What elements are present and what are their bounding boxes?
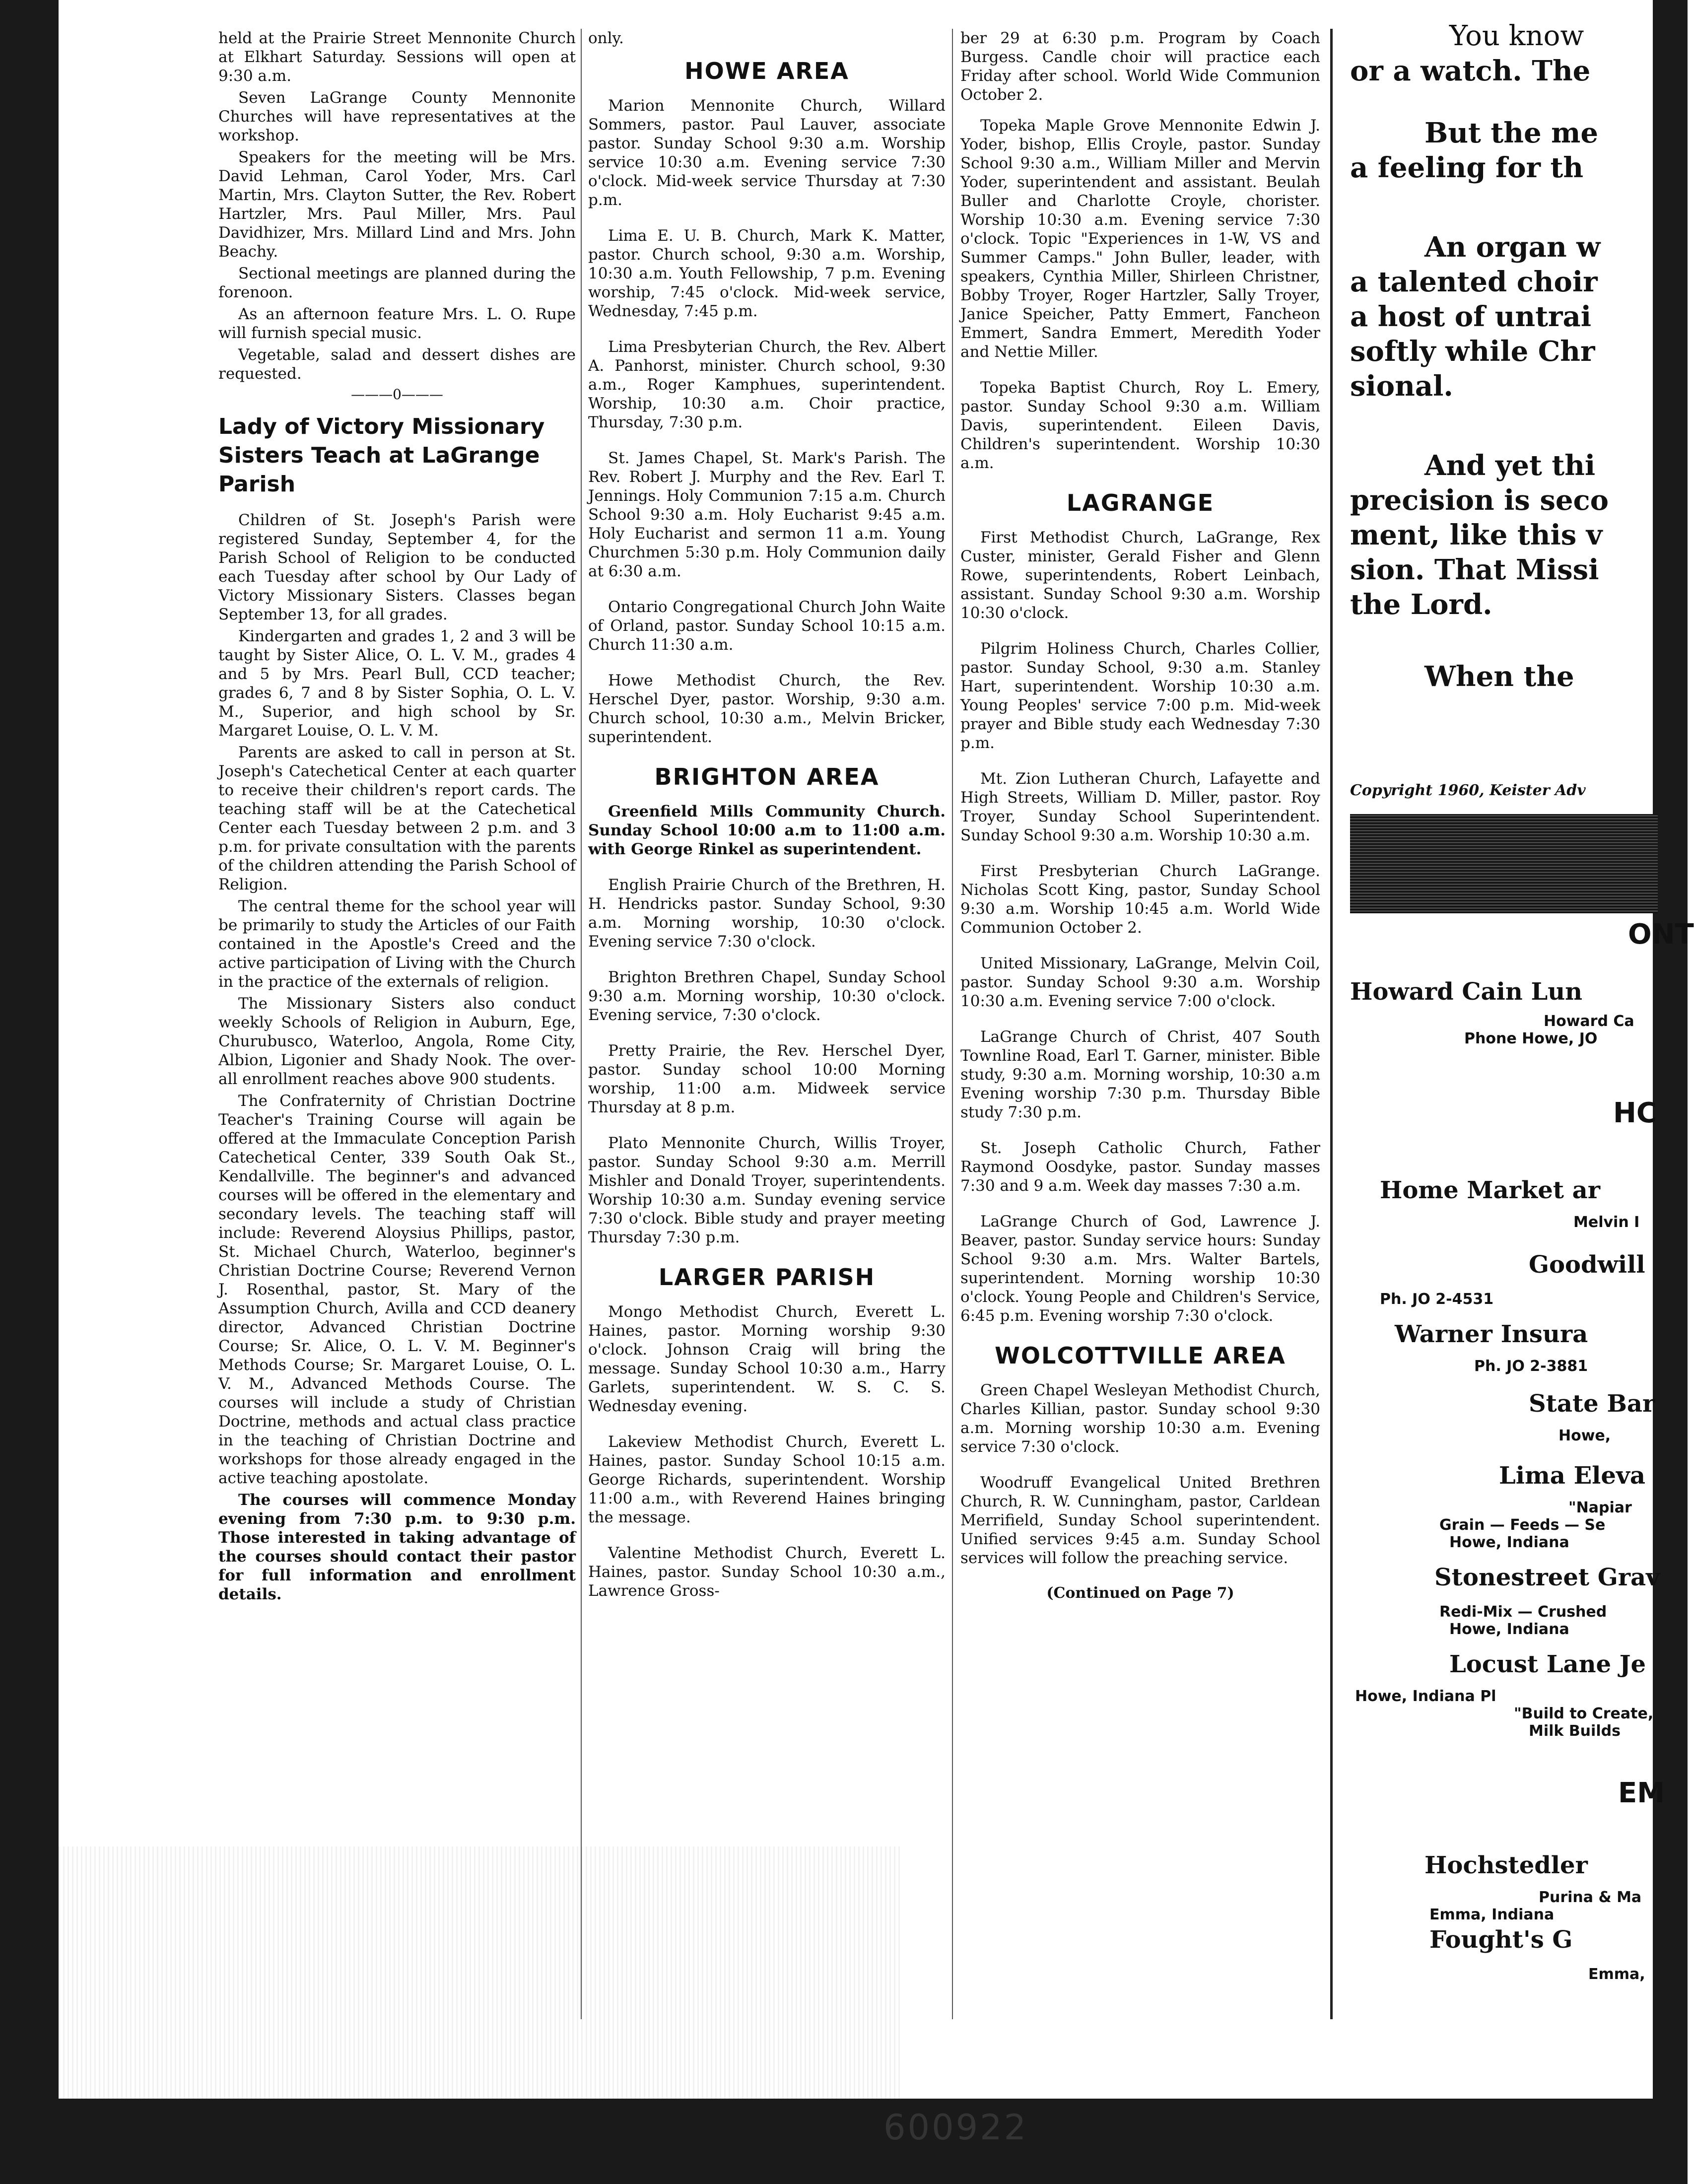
church-listing: Greenfield Mills Community Church. Sunday School 10:00 a.m to 11:00 a.m. with George Rinkel as superintendent. [588, 803, 946, 858]
intro-paragraph: Vegetable, salad and dessert dishes are requested. [218, 346, 576, 383]
article-paragraph: Parents are asked to call in person at St. Joseph's Catechetical Center at each quarter to receive their children's report cards. The teaching staff will be at the Catechetical Center each Tuesday between 2 p.m. and 3 p.m. for private consultation with the parents of the children attending the Parish School of Religion. [218, 744, 576, 893]
ad-text-line: sion. That Missi [1350, 553, 1599, 586]
column-rule-heavy [1330, 29, 1333, 2019]
continued-fragment: ber 29 at 6:30 p.m. Program by Coach Burgess. Candle choir will practice each Friday after school. World Wide Communion October 2. [960, 29, 1320, 104]
church-listing: Brighton Brethren Chapel, Sunday School 9:30 a.m. Morning worship, 10:30 o'clock. Evening service, 7:30 o'clock. [588, 968, 946, 1024]
section-heading: WOLCOTTVILLE AREA [995, 1342, 1286, 1369]
church-listing: Ontario Congregational Church John Waite of Orland, pastor. Sunday School 10:15 a.m. Church 11:30 a.m. [588, 598, 946, 654]
section-heading: BRIGHTON AREA [654, 763, 880, 790]
ad-dark-band [1350, 814, 1658, 913]
continued-fragment: only. [588, 29, 624, 47]
section-heading: LARGER PARISH [658, 1264, 876, 1291]
ad-heading: EM [1618, 1777, 1665, 1809]
church-listing: Valentine Methodist Church, Everett L. Haines, pastor. Sunday School 10:30 a.m., Lawrence Gross- [588, 1544, 946, 1600]
church-listing: Topeka Baptist Church, Roy L. Emery, pastor. Sunday School 9:30 a.m. William Davis, superintendent. Eileen Davis, Children's superintendent. Worship 10:30 a.m. [960, 379, 1320, 472]
ad-business-detail: Melvin I [1573, 1214, 1640, 1231]
church-listing: St. James Chapel, St. Mark's Parish. The Rev. Robert J. Murphy and the Rev. Earl T. Jennings. Holy Communion 7:15 a.m. Church School 9:30 a.m. Holy Eucharist 9:45 a.m. Holy Eucharist and sermon 11 a.m. Young Churchmen 5:30 p.m. Holy Communion daily at 6:30 a.m. [588, 449, 946, 580]
church-listing: English Prairie Church of the Brethren, H. H. Hendricks pastor. Sunday School, 9:30 a.m. Morning worship, 10:30 o'clock. Evening service 7:30 o'clock. [588, 876, 946, 951]
article-headline: Lady of Victory Missionary Sisters Teach at LaGrange Parish [218, 414, 545, 497]
column-rule [952, 29, 953, 2019]
section-heading: LAGRANGE [1066, 489, 1215, 516]
ad-text-line: When the [1424, 660, 1574, 693]
continued-note: (Continued on Page 7) [1046, 1584, 1234, 1602]
scan-border-left [0, 0, 59, 2184]
scan-border-bottom [0, 2099, 1688, 2184]
ad-business-name: Locust Lane Je [1449, 1650, 1646, 1678]
ad-business-name: Lima Eleva [1499, 1462, 1645, 1490]
intro-paragraph: Speakers for the meeting will be Mrs. David Lehman, Carol Yoder, Mrs. Carl Martin, Mrs. Clayton Sutter, the Rev. Robert Hartzler, Mrs. Paul Miller, Mrs. Paul Davidhizer, Mrs. Millard Lind and Mrs. John Beachy. [218, 148, 576, 261]
church-listing: LaGrange Church of Christ, 407 South Townline Road, Earl T. Garner, minister. Bible study, 9:30 a.m. Morning worship, 10:30 a.m Evening worship 7:30 p.m. Thursday Bible study 7:30 p.m. [960, 1028, 1320, 1121]
ad-text-line: precision is seco [1350, 484, 1609, 517]
ad-business-detail: Emma, Indiana [1429, 1906, 1555, 1923]
ad-text-line: the Lord. [1350, 588, 1492, 621]
article-paragraph: The Confraternity of Christian Doctrine Teacher's Training Course will again be offered at the Immaculate Conception Parish Catechetical Center, 339 South Oak St., Kendallville. The beginner's and advanced courses will be offered in the elementary and secondary levels. The teaching staff will include: Reverend Aloysius Phillips, pastor, St. Michael Church, Waterloo, beginner's Christian Doctrine Course; Reverend Vernon J. Rosenthal, pastor, St. Mary of the Assumption Church, Avilla and CCD deanery director, Advanced Christian Doctrine Course; Sr. Alice, O. L. V. M. Beginner's Methods Course; Sr. Margaret Louise, O. L. V. M., Advanced Methods Course. The courses will include a study of Christian Doctrine, methods and actual class practice in the teaching of Christian Doctrine and workshops for those already engaged in the active teaching apostolate. [218, 1092, 576, 1487]
church-listing: St. Joseph Catholic Church, Father Raymond Oosdyke, pastor. Sunday masses 7:30 and 9 a.m. Week day masses 7:30 a.m. [960, 1139, 1320, 1195]
church-listing: Pretty Prairie, the Rev. Herschel Dyer, pastor. Sunday school 10:00 Morning worship, 11:00 a.m. Midweek service Thursday at 8 p.m. [588, 1042, 946, 1116]
column-rule [581, 29, 582, 2019]
intro-paragraph: As an afternoon feature Mrs. L. O. Rupe will furnish special music. [218, 305, 576, 342]
ad-business-name: Howard Cain Lun [1350, 978, 1583, 1006]
ad-text-line: An organ w [1424, 231, 1601, 264]
ad-text-line: You know [1449, 20, 1584, 52]
church-listing: Pilgrim Holiness Church, Charles Collier, pastor. Sunday School, 9:30 a.m. Stanley Hart, superintendent. Worship 10:30 a.m. Young Peoples' service 7:00 p.m. Mid-week prayer and Bible study each Wednesday 7:30 p.m. [960, 640, 1320, 752]
ad-business-detail: Redi-Mix — Crushed [1439, 1603, 1607, 1621]
intro-paragraph: held at the Prairie Street Mennonite Church at Elkhart Saturday. Sessions will open at 9:30 a.m. [218, 29, 576, 85]
article-paragraph: Kindergarten and grades 1, 2 and 3 will be taught by Sister Alice, O. L. V. M., grades 4 and 5 by Mrs. Pearl Bull, CCD teacher; grades 6, 7 and 8 by Sister Sophia, O. L. V. M., Superior, and high school by Sr. Margaret Louise, O. L. V. M. [218, 627, 576, 740]
ad-business-name: State Bar [1529, 1390, 1655, 1418]
article-paragraph: The courses will commence Monday evening from 7:30 p.m. to 9:30 p.m. Those interested in taking advantage of the courses should contact their pastor for full information and enrollment details. [218, 1491, 576, 1603]
church-listing: Woodruff Evangelical United Brethren Church, R. W. Cunningham, pastor, Carldean Merrifield, Sunday School superintendent. Unified services 9:45 a.m. Sunday School services will follow the preaching service. [960, 1474, 1320, 1567]
article-paragraph: The central theme for the school year will be primarily to study the Articles of our Faith contained in the Apostle's Creed and the active participation of Living with the Church in the practice of the externals of religion. [218, 897, 576, 991]
ad-text-line: ment, like this v [1350, 519, 1603, 551]
church-listing: Lakeview Methodist Church, Everett L. Haines, pastor. Sunday School 10:15 a.m. George Richards, superintendent. Worship 11:00 a.m., with Reverend Haines bringing the message. [588, 1433, 946, 1526]
church-listing: Lima E. U. B. Church, Mark K. Matter, pastor. Church school, 9:30 a.m. Worship, 10:30 a.m. Youth Fellowship, 7 p.m. Evening worship, 7:45 o'clock. Mid-week service, Wednesday, 7:45 p.m. [588, 227, 946, 320]
divider: ———0——— [351, 386, 443, 403]
article-paragraph: Children of St. Joseph's Parish were registered Sunday, September 4, for the Parish School of Religion to be conducted each Tuesday after school by Our Lady of Victory Missionary Sisters. Classes began September 13, for all grades. [218, 511, 576, 623]
ad-heading: HC [1613, 1097, 1657, 1129]
ad-text-line: a host of untrai [1350, 300, 1592, 333]
church-listing: Mt. Zion Lutheran Church, Lafayette and High Streets, William D. Miller, pastor. Roy Troyer, Sunday School Superintendent. Sunday School 9:30 a.m. Worship 10:30 a.m. [960, 770, 1320, 844]
church-listing: Plato Mennonite Church, Willis Troyer, pastor. Sunday School 9:30 a.m. Merrill Mishler and Donald Troyer, superintendents. Worship 10:30 a.m. Sunday evening service 7:30 o'clock. Bible study and prayer meeting Thursday 7:30 p.m. [588, 1134, 946, 1246]
ad-business-detail: Emma, [1588, 1966, 1645, 1983]
column-1 [218, 29, 576, 2014]
church-listing: First Methodist Church, LaGrange, Rex Custer, minister, Gerald Fisher and Glenn Rowe, superintendents, Robert Leinbach, assistant. Sunday School 9:30 a.m. Worship 10:30 o'clock. [960, 529, 1320, 622]
ad-business-detail: Howe, Indiana [1449, 1534, 1569, 1551]
ad-text-line: And yet thi [1424, 449, 1596, 482]
ad-business-detail: Purina & Ma [1539, 1889, 1642, 1906]
intro-paragraph: Sectional meetings are planned during the forenoon. [218, 265, 576, 301]
ad-text-line: or a watch. The [1350, 55, 1591, 87]
ad-business-detail: Ph. JO 2-3881 [1474, 1358, 1588, 1375]
intro-paragraph: Seven LaGrange County Mennonite Churches will have representatives at the workshop. [218, 89, 576, 144]
church-listing: Lima Presbyterian Church, the Rev. Albert A. Panhorst, minister. Church school, 9:30 a.m., Roger Kamphues, superintendent. Worship, 10:30 a.m. Choir practice, Thursday, 7:30 p.m. [588, 338, 946, 431]
ad-business-detail: Phone Howe, JO [1464, 1030, 1598, 1047]
church-listing: Green Chapel Wesleyan Methodist Church, Charles Killian, pastor. Sunday school 9:30 a.m. Morning worship 10:30 a.m. Evening service 7:30 o'clock. [960, 1381, 1320, 1456]
ad-text-line: sional. [1350, 370, 1453, 403]
ad-text-line: softly while Chr [1350, 335, 1595, 368]
ad-business-name: Fought's G [1429, 1926, 1573, 1954]
article-paragraph: The Missionary Sisters also conduct weekly Schools of Religion in Auburn, Ege, Churubusco, Waterloo, Angola, Rome City, Albion, Ligonier and Shady Nook. The over-all enrollment reaches above 900 students. [218, 995, 576, 1088]
ad-business-detail: "Napiar [1568, 1499, 1632, 1516]
ad-text-line: a talented choir [1350, 266, 1598, 298]
ad-business-detail: "Build to Create, [1514, 1705, 1654, 1722]
ad-business-name: Warner Insura [1395, 1320, 1588, 1348]
section-heading: HOWE AREA [684, 58, 849, 84]
ad-copyright: Copyright 1960, Keister Adv [1350, 782, 1586, 799]
ad-business-name: Hochstedler [1424, 1851, 1588, 1879]
ad-text-line: a feeling for th [1350, 151, 1584, 184]
ad-heading: ONT [1628, 918, 1694, 951]
ad-business-detail: Grain — Feeds — Se [1439, 1516, 1606, 1534]
ad-business-detail: Ph. JO 2-4531 [1380, 1291, 1494, 1308]
column-3 [960, 29, 1320, 2014]
ad-business-detail: Howe, [1558, 1427, 1611, 1444]
ad-business-name: Goodwill [1529, 1251, 1645, 1279]
church-listing: First Presbyterian Church LaGrange. Nicholas Scott King, pastor, Sunday School 9:30 a.m. Worship 10:45 a.m. World Wide Communion October 2. [960, 862, 1320, 937]
ad-business-detail: Howard Ca [1544, 1013, 1634, 1030]
church-listing: LaGrange Church of God, Lawrence J. Beaver, pastor. Sunday service hours: Sunday School 9:30 a.m. Mrs. Walter Bartels, superintendent. Morning worship 10:30 o'clock. Young People and Children's Service, 6:45 p.m. Evening worship 7:30 o'clock. [960, 1213, 1320, 1325]
ad-business-detail: Howe, Indiana Pl [1355, 1688, 1496, 1705]
ad-business-name: Stonestreet Grav [1434, 1564, 1660, 1591]
church-listing: Topeka Maple Grove Mennonite Edwin J. Yoder, bishop, Ellis Croyle, pastor. Sunday School 9:30 a.m., William Miller and Mervin Yoder, superintendent and assistant. Beulah Buller and Charlotte Croyle, chorister. Worship 10:30 a.m. Evening service 7:30 o'clock. Topic "Experiences in 1-W, VS and Summer Camps." John Buller, leader, with speakers, Cynthia Miller, Shirleen Christner, Bobby Troyer, Roger Hartzler, Sally Troyer, Janice Speicher, Patty Emmert, Fancheon Emmert, Sandra Emmert, Meredith Yoder and Nettie Miller. [960, 117, 1320, 361]
ad-business-detail: Milk Builds [1529, 1722, 1621, 1740]
advertisement-panel [1350, 20, 1694, 2075]
column-2 [588, 29, 946, 2014]
church-listing: Marion Mennonite Church, Willard Sommers, pastor. Paul Lauver, associate pastor. Sunday School 9:30 a.m. Worship service 10:30 a.m. Evening service 7:30 o'clock. Mid-week service Thursday at 7:30 p.m. [588, 97, 946, 209]
handwritten-page-number: 600922 [883, 2107, 1028, 2148]
church-listing: Mongo Methodist Church, Everett L. Haines, pastor. Morning worship 9:30 o'clock. Johnson Craig will bring the message. Sunday School 10:30 a.m., Harry Garlets, superintendent. W. S. C. S. Wednesday evening. [588, 1303, 946, 1415]
ad-business-detail: Howe, Indiana [1449, 1621, 1569, 1638]
ad-text-line: But the me [1424, 117, 1598, 149]
ad-business-name: Home Market ar [1380, 1176, 1600, 1204]
church-listing: United Missionary, LaGrange, Melvin Coil, pastor. Sunday School 9:30 a.m. Worship 10:30 a.m. Evening service 7:00 o'clock. [960, 955, 1320, 1010]
church-listing: Howe Methodist Church, the Rev. Herschel Dyer, pastor. Worship, 9:30 a.m. Church school, 10:30 a.m., Melvin Bricker, superintendent. [588, 672, 946, 746]
